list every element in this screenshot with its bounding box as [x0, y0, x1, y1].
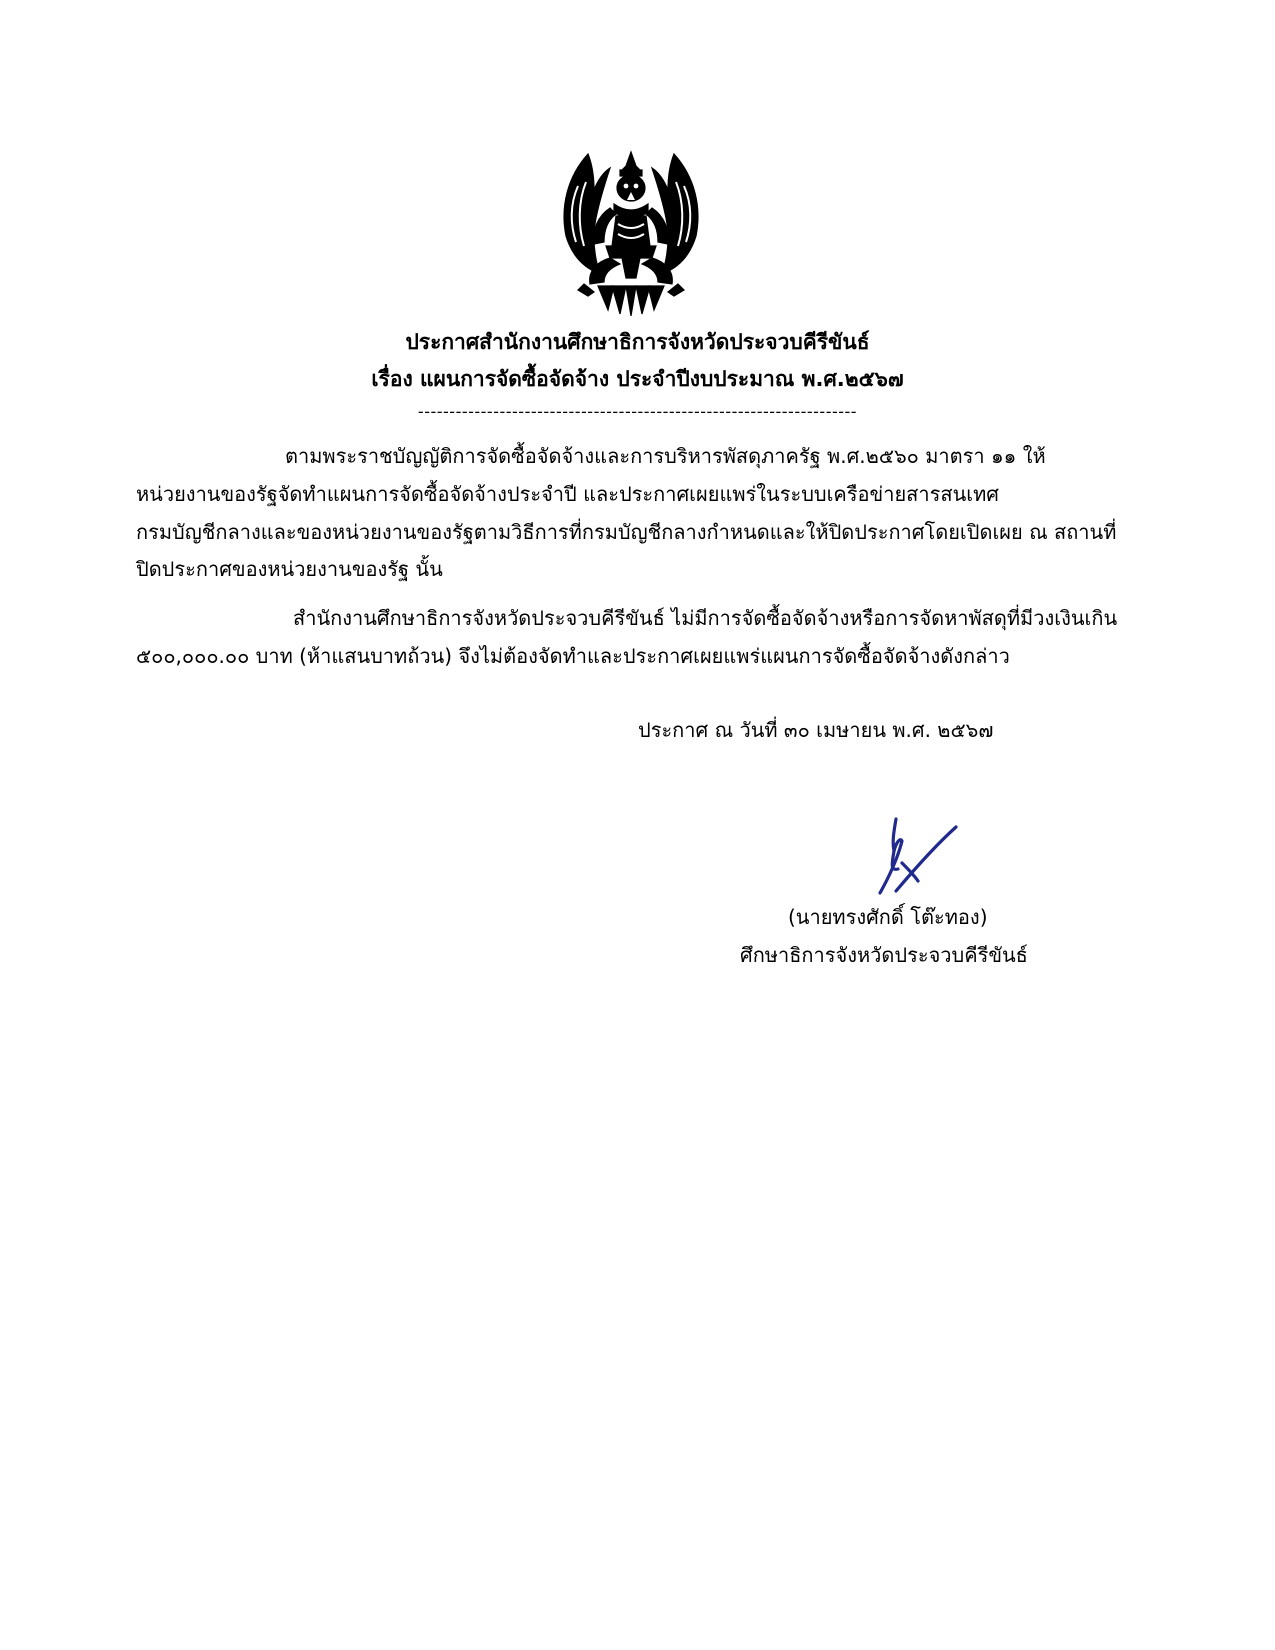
garuda-emblem-icon [548, 146, 714, 316]
signer-position: ศึกษาธิการจังหวัดประจวบคีรีขันธ์ [740, 943, 1028, 967]
announcement-title: ประกาศสำนักงานศึกษาธิการจังหวัดประจวบคีรีขันธ์ [405, 330, 870, 354]
signer-name: (นายทรงศักดิ์ โต๊ะทอง) [788, 905, 988, 929]
paragraph-1-line-3: กรมบัญชีกลางและของหน่วยงานของรัฐตามวิธีการที่กรมบัญชีกลางกำหนดและให้ปิดประกาศโดยเปิดเผย ณ สถานที่ [136, 520, 1117, 544]
paragraph-1-line-1: ตามพระราชบัญญัติการจัดซื้อจัดจ้างและการบริหารพัสดุภาครัฐ พ.ศ.๒๕๖๐ มาตรา ๑๑ ให้ [285, 444, 1046, 468]
paragraph-2-line-2: ๕๐๐,๐๐๐.๐๐ บาท (ห้าแสนบาทถ้วน) จึงไม่ต้องจัดทำและประกาศเผยแพร่แผนการจัดซื้อจัดจ้างดังกล่าว [136, 644, 1010, 668]
paragraph-1-line-2: หน่วยงานของรัฐจัดทำแผนการจัดซื้อจัดจ้างประจำปี และประกาศเผยแพร่ในระบบเครือข่ายสารสนเทศ [136, 482, 999, 506]
announcement-subject: เรื่อง แผนการจัดซื้อจัดจ้าง ประจำปีงบประมาณ พ.ศ.๒๕๖๗ [371, 367, 904, 391]
announcement-date: ประกาศ ณ วันที่ ๓๐ เมษายน พ.ศ. ๒๕๖๗ [638, 718, 994, 742]
handwritten-signature [872, 817, 958, 899]
paragraph-2-line-1: สำนักงานศึกษาธิการจังหวัดประจวบคีรีขันธ์ ไม่มีการจัดซื้อจัดจ้างหรือการจัดหาพัสดุที่มีวงเงินเกิน [293, 606, 1118, 630]
title-separator: ---------------------------------------------------------------------- [417, 404, 858, 420]
paragraph-1-line-4: ปิดประกาศของหน่วยงานของรัฐ นั้น [136, 557, 443, 581]
